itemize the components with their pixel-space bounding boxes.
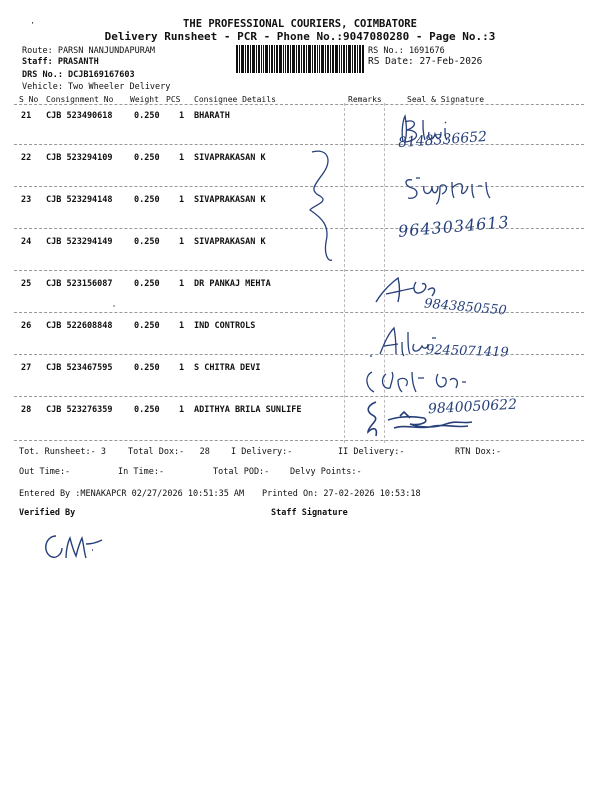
- drs-number: DRS No.: DCJB169167603: [22, 70, 135, 80]
- row-divider: [14, 440, 584, 441]
- row-consignee: DR PANKAJ MEHTA: [194, 279, 271, 289]
- col-pcs: PCS: [166, 95, 181, 104]
- row-consignment: CJB 523294148: [46, 195, 113, 205]
- row-sno: 22: [21, 153, 32, 163]
- runsheet-title: Delivery Runsheet - PCR - Phone No.:9047080280 - Page No.:3: [104, 30, 496, 43]
- row-divider: [14, 144, 584, 145]
- row-consignment: CJB 523276359: [46, 405, 113, 415]
- row-pcs: 1: [179, 237, 185, 247]
- rs-number: RS No.: 1691676: [368, 46, 445, 56]
- handwritten-phone-5: 9840050622: [427, 396, 518, 418]
- signature-chitra: [362, 366, 490, 402]
- i-delivery: I Delivery:-: [231, 447, 293, 457]
- total-runsheet: Tot. Runsheet:- 3: [19, 447, 106, 457]
- row-sno: 26: [21, 321, 32, 331]
- row-consignee: SIVAPRAKASAN K: [194, 195, 266, 205]
- verifier-signature: [40, 528, 104, 564]
- row-pcs: 1: [179, 321, 185, 331]
- row-weight: 0.250: [134, 237, 160, 247]
- delivery-points: Delvy Points:-: [290, 467, 362, 477]
- handwritten-phone-4: 9245071419: [425, 342, 509, 361]
- company-name: THE PROFESSIONAL COURIERS, COIMBATORE: [183, 18, 417, 30]
- row-pcs: 1: [179, 363, 185, 373]
- row-consignment: CJB 523294149: [46, 237, 113, 247]
- row-consignment: CJB 523467595: [46, 363, 113, 373]
- entered-by: Entered By :MENAKAPCR 02/27/2026 10:51:35 AM: [19, 489, 245, 499]
- rtn-dox: RTN Dox:-: [455, 447, 502, 457]
- row-pcs: 1: [179, 279, 185, 289]
- route: Route: PARSN NANJUNDAPURAM: [22, 46, 156, 56]
- header-divider: [14, 104, 584, 105]
- row-consignee: ADITHYA BRILA SUNLIFE: [194, 405, 302, 415]
- stray-mark: [113, 305, 115, 307]
- row-consignment: CJB 523490618: [46, 111, 113, 121]
- row-sno: 25: [21, 279, 32, 289]
- remarks-divider: [344, 103, 345, 443]
- row-sno: 24: [21, 237, 32, 247]
- row-consignment: CJB 523156087: [46, 279, 113, 289]
- vehicle: Vehicle: Two Wheeler Delivery: [22, 82, 171, 92]
- col-sno: S No: [19, 95, 39, 104]
- row-consignee: SIVAPRAKASAN K: [194, 237, 266, 247]
- row-consignee: BHARATH: [194, 111, 230, 121]
- handwritten-phone-2: 9643034613: [397, 212, 511, 241]
- col-weight: Weight: [130, 95, 159, 104]
- verified-by-label: Verified By: [19, 508, 76, 518]
- col-consignee: Consignee Details: [194, 95, 276, 104]
- staff-signature-label: Staff Signature: [271, 508, 348, 518]
- row-pcs: 1: [179, 153, 185, 163]
- row-weight: 0.250: [134, 153, 160, 163]
- row-pcs: 1: [179, 195, 185, 205]
- col-consignment: Consignment No: [46, 95, 114, 104]
- row-sno: 23: [21, 195, 32, 205]
- col-remarks: Remarks: [348, 95, 382, 104]
- total-dox: Total Dox:- 28: [128, 447, 210, 457]
- row-weight: 0.250: [134, 321, 160, 331]
- row-sno: 21: [21, 111, 32, 121]
- row-weight: 0.250: [134, 363, 160, 373]
- row-consignee: SIVAPRAKASAN K: [194, 153, 266, 163]
- in-time: In Time:-: [118, 467, 165, 477]
- rs-date: RS Date: 27-Feb-2026: [368, 56, 483, 67]
- barcode: [236, 45, 364, 73]
- out-time: Out Time:-: [19, 467, 71, 477]
- col-seal: Seal & Signature: [407, 95, 485, 104]
- signature-sivaprakasan: [402, 172, 498, 206]
- row-sno: 27: [21, 363, 32, 373]
- staff: Staff: PRASANTH: [22, 57, 99, 67]
- row-consignee: S CHITRA DEVI: [194, 363, 261, 373]
- row-weight: 0.250: [134, 195, 160, 205]
- row-weight: 0.250: [134, 279, 160, 289]
- handwritten-phone-1: 8148336652: [397, 128, 488, 152]
- row-consignment: CJB 523294109: [46, 153, 113, 163]
- row-pcs: 1: [179, 111, 185, 121]
- row-consignment: CJB 522608848: [46, 321, 113, 331]
- bracket-mark: [298, 146, 338, 266]
- row-sno: 28: [21, 405, 32, 415]
- row-pcs: 1: [179, 405, 185, 415]
- row-weight: 0.250: [134, 111, 160, 121]
- row-divider: [14, 270, 584, 271]
- ii-delivery: II Delivery:-: [338, 447, 405, 457]
- dot-mark: ·: [30, 19, 36, 29]
- handwritten-phone-3: 9843850550: [423, 296, 508, 319]
- row-consignee: IND CONTROLS: [194, 321, 256, 331]
- printed-on: Printed On: 27-02-2026 10:53:18: [262, 489, 421, 499]
- row-weight: 0.250: [134, 405, 160, 415]
- total-pod: Total POD:-: [213, 467, 270, 477]
